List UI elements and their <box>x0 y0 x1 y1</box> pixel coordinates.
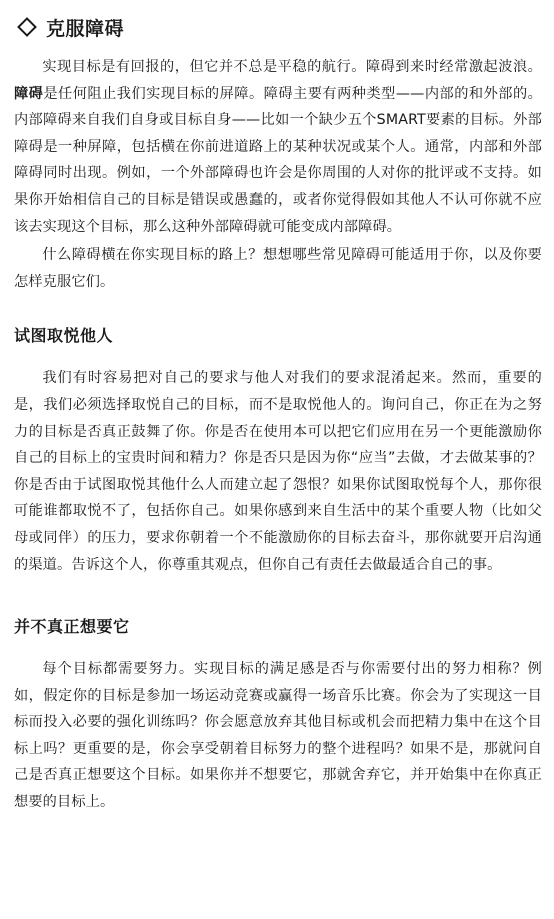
section-heading <box>14 14 542 40</box>
diamond-bullet-icon <box>17 17 37 37</box>
section-title: 克服障碍 <box>46 17 125 40</box>
section-paragraph-2: 什么障碍横在你实现目标的路上？想想哪些常见障碍可能适用于你，以及你要怎样克服它们。 <box>14 247 542 290</box>
paragraph-text: 实现目标是有回报的，但它并不总是平稳的航行。障碍到来时经常激起波浪。 <box>42 59 542 75</box>
subsection-2-paragraph: 每个目标都需要努力。实现目标的满足感是否与你需要付出的努力相称？例如，假定你的目标是参加一场运动竞赛或赢得一场音乐比赛。你会为了实现这一目标而投入必要的强化训练吗？你会愿意放弃其他目标或机会而把精力集中在这个目标上吗？更重要的是，你会享受朝着目标努力的整个进程吗？如果不是，那就问自己是否真正想要这个目标。如果你并不想要它，那就舍弃它，并开始集中在你真正想要的目标上。 <box>14 661 542 811</box>
bold-term: 障碍 <box>14 85 44 102</box>
subsection-heading-2: 并不真正想要它 <box>14 617 130 637</box>
paragraph-text: 是任何阻止我们实现目标的屏障。障碍主要有两种类型——内部的和外部的。内部障碍来自我们自身或目标自身——比如一个缺少五个SMART要素的目标。外部障碍是一种屏障，包括横在你前进道路上的某种状况或某个人。通常，内部和外部障碍同时出现。例如，一个外部障碍也许会是你周围的人对你的批评或不支持。如果你开始相信自己的目标是错误或愚蠢的，或者你觉得假如其他人不认可你就不应该去实现这个目标，那么这种外部障碍就可能变成内部障碍。 <box>14 85 542 235</box>
section-paragraph-1 <box>14 54 542 240</box>
subsection-heading-1: 试图取悦他人 <box>14 326 114 346</box>
subsection-1-paragraph: 我们有时容易把对自己的要求与他人对我们的要求混淆起来。然而，重要的是，我们必须选择取悦自己的目标，而不是取悦他人的。询问自己，你正在为之努力的目标是否真正鼓舞了你。你是否在使用本可以把它们应用在另一个更能激励你自己的目标上的宝贵时间和精力？你是否只是因为你“应当”去做，才去做某事的？你是否由于试图取悦其他什么人而建立起了怨恨？如果你试图取悦每个人，那你很可能谁都取悦不了，包括你自己。如果你感到来自生活中的某个重要人物（比如父母或同伴）的压力，要求你朝着一个不能激励你的目标去奋斗，那你就要开启沟通的渠道。告诉这个人，你尊重其观点，但你自己有责任去做最适合自己的事。 <box>14 370 542 573</box>
